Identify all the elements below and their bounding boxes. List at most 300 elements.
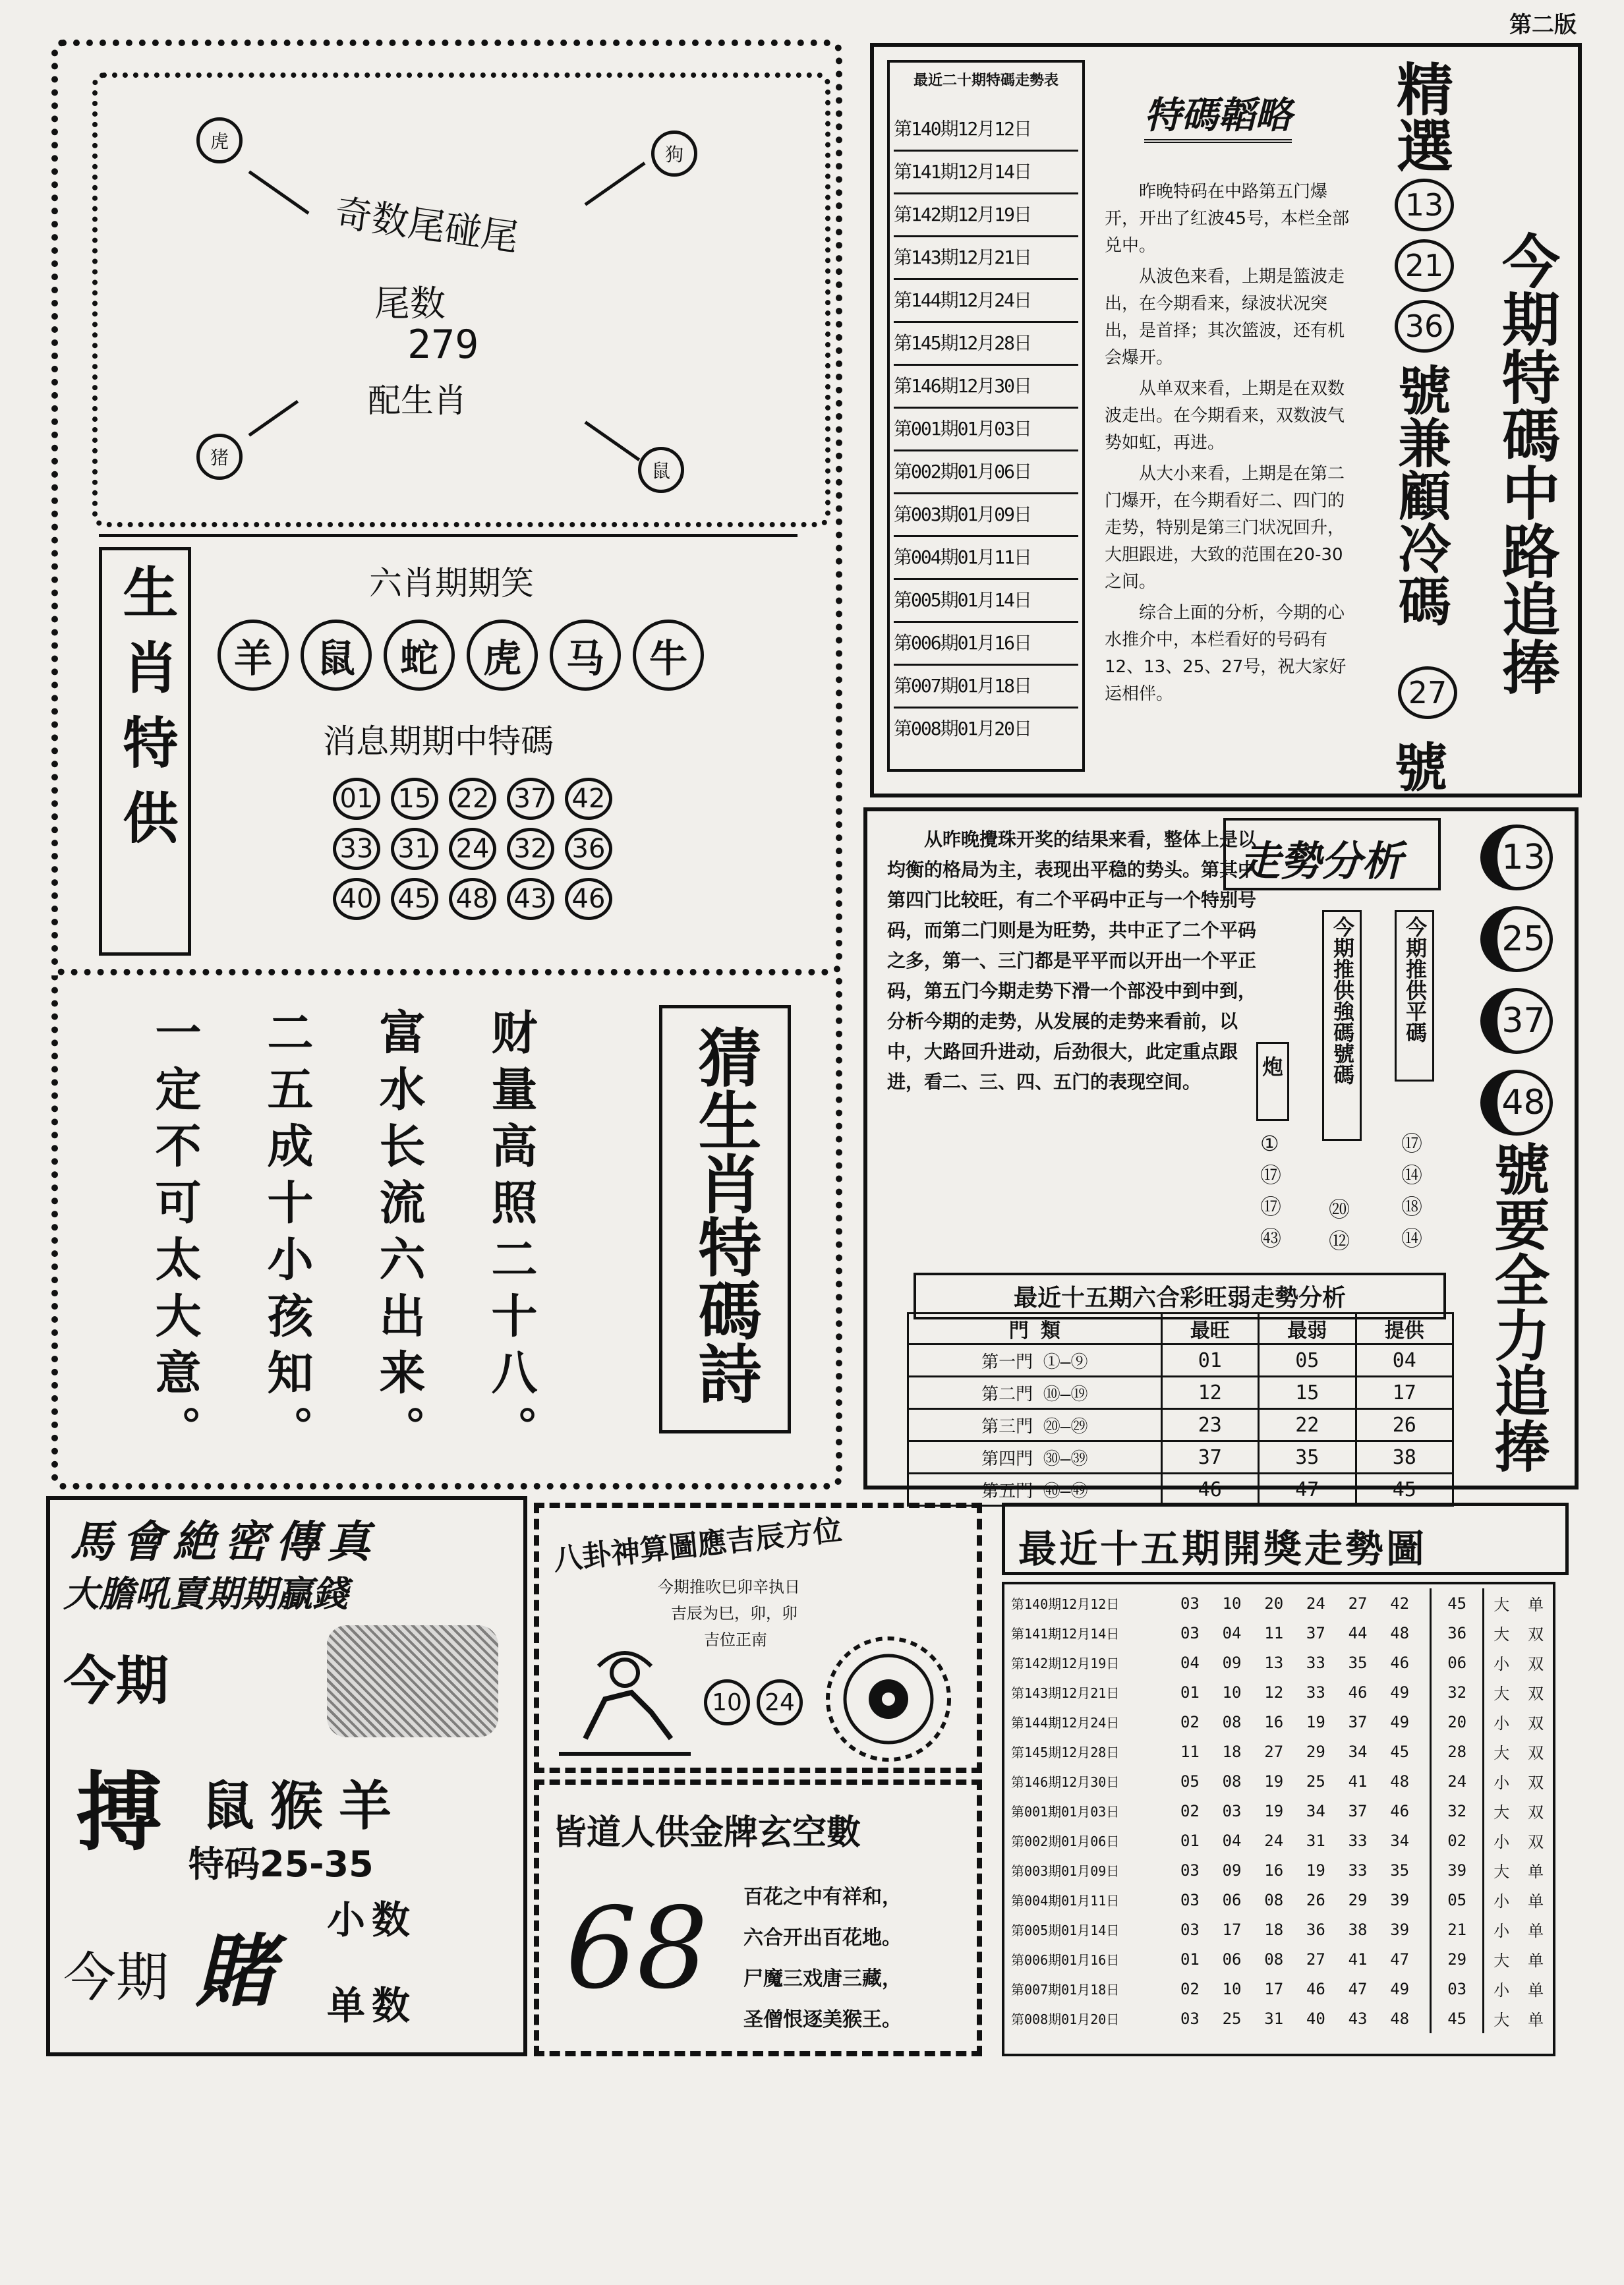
doors-cell: 45 — [1356, 1474, 1453, 1506]
history-number: 46 — [1306, 1979, 1325, 1998]
history-number: 34 — [1390, 1831, 1410, 1850]
history-attr: 单 — [1528, 1952, 1544, 1970]
history-number: 19 — [1306, 1712, 1325, 1731]
poem-char: 定 — [148, 1065, 202, 1122]
history-row — [1008, 1707, 1553, 1737]
doors-table — [907, 1312, 1454, 1507]
poem-char: 可 — [148, 1178, 202, 1235]
history-number: 04 — [1222, 1623, 1242, 1642]
history-attr: 单 — [1528, 1596, 1544, 1614]
edition-label: 第二版 — [1509, 12, 1577, 38]
poem-char: 知 — [260, 1348, 314, 1405]
history-date: 第005期01月14日 — [1011, 1923, 1120, 1938]
trend20-row: 第140期12月12日 — [894, 109, 1078, 152]
history-number: 03 — [1180, 1920, 1200, 1939]
history-attr: 双 — [1528, 1714, 1544, 1733]
history-row — [1008, 1766, 1553, 1796]
history-attr: 小 — [1494, 1774, 1510, 1792]
history-number: 44 — [1348, 1623, 1368, 1642]
doors-cell: 35 — [1259, 1441, 1356, 1474]
doors-cell: 第三門 ⑳—㉙ — [908, 1409, 1162, 1441]
history-attr: 单 — [1528, 2011, 1544, 2029]
number-ball: 37 — [1480, 988, 1553, 1054]
history-attr: 小 — [1494, 1981, 1510, 2000]
doors-cell: 第一門 ①—⑨ — [908, 1345, 1162, 1377]
trend20-row: 第005期01月14日 — [894, 580, 1078, 623]
history-special: 28 — [1430, 1737, 1484, 1766]
history-number: 03 — [1180, 1890, 1200, 1909]
history-attr: 单 — [1528, 1981, 1544, 2000]
history-attr: 大 — [1494, 1803, 1510, 1822]
analysis-col2-numbers — [1401, 1128, 1422, 1254]
fax-zodiacs: 鼠猴羊 — [202, 1776, 407, 1837]
history-number: 26 — [1306, 1890, 1325, 1909]
history-number: 42 — [1390, 1594, 1410, 1613]
number-ball: 42 — [565, 778, 612, 820]
poem-char: 高 — [484, 1122, 538, 1178]
fax-gamble: 賭 — [195, 1925, 274, 2018]
analysis-pao-label: 炮 — [1262, 1055, 1284, 1080]
col2-number: ⑭ — [1401, 1163, 1423, 1188]
history-row — [1008, 2004, 1553, 2033]
history-special: 02 — [1430, 1826, 1484, 1855]
diag-line-1 — [248, 170, 310, 214]
trend20-row: 第003期01月09日 — [894, 494, 1078, 537]
strategy-paragraph: 从单双来看，上期是在双数波走出。在今期看来，双数波气势如虹，再进。 — [1105, 379, 1345, 453]
history-number: 24 — [1264, 1831, 1284, 1850]
number-ball: 45 — [391, 878, 438, 920]
history-attr: 小 — [1494, 1892, 1510, 1911]
history-special: 36 — [1430, 1618, 1484, 1648]
analysis-pao-box — [1256, 1042, 1289, 1121]
xuankong-poem-line: 尸魔三戏唐三藏， — [743, 1967, 902, 1990]
history-number: 01 — [1180, 1831, 1200, 1850]
history-number: 16 — [1264, 1861, 1284, 1880]
trend20-row: 第007期01月18日 — [894, 666, 1078, 709]
trend20-list — [894, 109, 1078, 749]
history-number: 40 — [1306, 2009, 1325, 2028]
history-special: 06 — [1430, 1648, 1484, 1677]
poem-char: 大 — [148, 1292, 202, 1348]
history-number: 25 — [1306, 1772, 1325, 1791]
history-number: 16 — [1264, 1712, 1284, 1731]
history-attr: 大 — [1494, 1596, 1510, 1614]
poem-char: 出 — [372, 1292, 426, 1348]
history-number: 31 — [1264, 2009, 1284, 2028]
zodiac-snake: 蛇 — [384, 620, 455, 691]
tail-box — [92, 72, 830, 527]
trend20-row: 第001期01月03日 — [894, 409, 1078, 451]
doors-cell: 第二門 ⑩—⑲ — [908, 1377, 1162, 1409]
history-special: 32 — [1430, 1677, 1484, 1707]
doors-cell: 22 — [1259, 1409, 1356, 1441]
analysis-panel — [863, 807, 1579, 1501]
doors-cell: 26 — [1356, 1409, 1453, 1441]
diag-line-3 — [248, 400, 299, 437]
zodiac-ox: 牛 — [633, 620, 704, 691]
doors-cell: 01 — [1161, 1345, 1258, 1377]
number-ball: 13 — [1395, 179, 1454, 231]
history-attr: 双 — [1528, 1774, 1544, 1792]
poem-char: 量 — [484, 1065, 538, 1122]
strategy-paragraph: 昨晚特码在中路第五门爆开，开出了红波45号，本栏全部兑中。 — [1105, 182, 1350, 256]
diag-line-4 — [585, 420, 641, 461]
strategy-paragraph: 综合上面的分析，今期的心水推介中，本栏看好的号码有12、13、25、27号，祝大家好运相伴。 — [1105, 603, 1347, 704]
history-number: 20 — [1264, 1594, 1284, 1613]
history-attr: 小 — [1494, 1922, 1510, 1940]
jingxuan-bottom: 號 — [1395, 738, 1447, 799]
history-attr: 单 — [1528, 1922, 1544, 1940]
doors-cell: 23 — [1161, 1409, 1258, 1441]
history-date: 第007期01月18日 — [1011, 1982, 1120, 1998]
history-row — [1008, 1855, 1553, 1885]
trend20-box — [887, 60, 1085, 772]
history-panel — [1002, 1582, 1555, 2056]
trend20-row: 第006期01月16日 — [894, 623, 1078, 666]
xuankong-handwritten: 68 — [566, 1884, 709, 2014]
trend20-row: 第142期12月19日 — [894, 194, 1078, 237]
col1-number: ⑳ — [1329, 1197, 1350, 1222]
doors-title: 最近十五期六合彩旺弱走勢分析 — [914, 1273, 1446, 1319]
history-special: 45 — [1430, 2004, 1484, 2033]
poem-char: 六 — [372, 1235, 426, 1292]
history-date: 第002期01月06日 — [1011, 1834, 1120, 1849]
doors-cell: 05 — [1259, 1345, 1356, 1377]
strategy-body — [1105, 179, 1355, 708]
history-attr: 小 — [1494, 1714, 1510, 1733]
archer-icon — [559, 1640, 691, 1752]
history-special: 39 — [1430, 1855, 1484, 1885]
history-number: 38 — [1348, 1920, 1368, 1939]
history-number: 43 — [1348, 2009, 1368, 2028]
history-number: 46 — [1390, 1801, 1410, 1820]
history-number: 25 — [1222, 2009, 1242, 2028]
history-special: 24 — [1430, 1766, 1484, 1796]
strategy-paragraph: 从大小来看，上期是在第二门爆开，在今期看好二、四门的走势，特别是第三门状况回升，大胆跟进，大致的范围在20-30之间。 — [1105, 464, 1345, 592]
history-number: 09 — [1222, 1861, 1242, 1880]
history-number: 34 — [1348, 1742, 1368, 1761]
history-date: 第141期12月14日 — [1011, 1626, 1120, 1642]
fax-bet-word: 搏 — [76, 1762, 163, 1863]
history-number: 39 — [1390, 1920, 1410, 1939]
analysis-col2-box — [1395, 910, 1434, 1082]
history-attr: 小 — [1494, 1655, 1510, 1673]
history-date: 第143期12月21日 — [1011, 1685, 1120, 1701]
number-ball: 13 — [1480, 824, 1553, 890]
number-ball: 48 — [449, 878, 496, 920]
bagua-wheel — [823, 1633, 954, 1765]
bagua-archer-figure — [559, 1640, 691, 1756]
fax-image — [327, 1625, 498, 1737]
doors-row — [908, 1377, 1453, 1409]
jingxuan-middle: 號兼顧冷碼 — [1389, 363, 1451, 627]
poem-char: 十 — [260, 1178, 314, 1235]
poem-column-1 — [148, 1008, 202, 1462]
history-number: 36 — [1306, 1920, 1325, 1939]
number-ball: 33 — [333, 828, 380, 870]
history-number: 03 — [1180, 1861, 1200, 1880]
xuankong-poem — [743, 1877, 902, 2040]
history-attr: 小 — [1494, 1833, 1510, 1851]
history-attr: 大 — [1494, 1744, 1510, 1762]
history-number: 35 — [1390, 1861, 1410, 1880]
corner-pig: 猪 — [196, 434, 243, 480]
doors-row — [908, 1474, 1453, 1506]
col2-number: ⑱ — [1401, 1194, 1423, 1219]
trend20-row: 第004期01月11日 — [894, 537, 1078, 580]
poem-char: 意 — [148, 1348, 202, 1405]
history-special: 21 — [1430, 1915, 1484, 1944]
history-date: 第140期12月12日 — [1011, 1596, 1120, 1612]
number-ball: 24 — [757, 1679, 803, 1725]
bagua-wheel-icon — [823, 1633, 954, 1765]
number-ball: 01 — [333, 778, 380, 820]
history-number: 01 — [1180, 1683, 1200, 1702]
analysis-title-box — [1223, 818, 1441, 890]
number-ball: 21 — [1395, 239, 1454, 292]
history-number: 06 — [1222, 1890, 1242, 1909]
fax-size: 小数 — [327, 1897, 417, 1942]
history-number: 08 — [1222, 1712, 1242, 1731]
doors-row — [908, 1345, 1453, 1377]
doors-header: 提供 — [1356, 1314, 1453, 1345]
number-ball: 37 — [507, 778, 554, 820]
poem-char: 。 — [484, 1405, 538, 1462]
poem-column-3 — [372, 1008, 426, 1462]
analysis-col1-numbers — [1329, 1194, 1350, 1257]
doors-cell: 第五門 ㊵—㊾ — [908, 1474, 1162, 1506]
bagua-numbers — [704, 1679, 803, 1725]
history-attr: 双 — [1528, 1744, 1544, 1762]
number-ball: 25 — [1480, 906, 1553, 972]
trend20-row: 第144期12月24日 — [894, 280, 1078, 323]
bagua-line2: 吉辰为巳，卯，卯 — [671, 1604, 798, 1623]
fax-label1: 今期 — [63, 1650, 169, 1712]
history-number: 10 — [1222, 1594, 1242, 1613]
history-date: 第006期01月16日 — [1011, 1952, 1120, 1968]
trend20-row: 第141期12月14日 — [894, 152, 1078, 194]
history-number: 49 — [1390, 1712, 1410, 1731]
bagua-line3: 吉位正南 — [704, 1631, 767, 1649]
poem-char: 不 — [148, 1122, 202, 1178]
zodiac-side-box — [99, 547, 191, 956]
zodiac-rat: 鼠 — [301, 620, 372, 691]
poem-char: 。 — [260, 1405, 314, 1462]
poem-char: 。 — [148, 1405, 202, 1462]
corner-dog: 狗 — [651, 130, 697, 177]
history-number: 37 — [1348, 1712, 1368, 1731]
history-table — [1008, 1588, 1553, 2033]
history-number: 47 — [1390, 1950, 1410, 1969]
poem-char: 小 — [260, 1235, 314, 1292]
history-row — [1008, 1885, 1553, 1915]
col2-number: ⑰ — [1401, 1131, 1423, 1156]
history-number: 18 — [1264, 1920, 1284, 1939]
history-attr: 大 — [1494, 2011, 1510, 2029]
history-number: 47 — [1348, 1979, 1368, 1998]
fax-subtitle: 大膽吼賣期期贏錢 — [63, 1573, 348, 1615]
history-number: 41 — [1348, 1950, 1368, 1969]
poem-char: 流 — [372, 1178, 426, 1235]
history-number: 02 — [1180, 1979, 1200, 1998]
history-row — [1008, 1737, 1553, 1766]
zodiac-numbers — [333, 778, 623, 920]
doors-header: 最旺 — [1161, 1314, 1258, 1345]
poem-columns — [148, 1008, 538, 1462]
col2-number: ⑭ — [1401, 1226, 1423, 1251]
history-number: 02 — [1180, 1801, 1200, 1820]
zodiac-horse: 马 — [550, 620, 621, 691]
history-number: 27 — [1264, 1742, 1284, 1761]
doors-header-row — [908, 1314, 1453, 1345]
doors-row — [908, 1409, 1453, 1441]
xuankong-poem-line: 六合开出百花地。 — [743, 1926, 902, 1950]
poem-char: 二 — [484, 1235, 538, 1292]
zodiac-tiger: 虎 — [467, 620, 538, 691]
xuankong-poem-line: 圣僧恨逐美猴王。 — [743, 2008, 902, 2031]
history-date: 第001期01月03日 — [1011, 1804, 1120, 1820]
history-number: 24 — [1306, 1594, 1325, 1613]
trend20-row: 第002期01月06日 — [894, 451, 1078, 494]
doors-cell: 15 — [1259, 1377, 1356, 1409]
history-row — [1008, 1915, 1553, 1944]
zodiac-title: 六肖期期笑 — [369, 564, 534, 602]
number-ball: 48 — [1480, 1070, 1553, 1136]
analysis-title: 走勢分析 — [1239, 837, 1403, 885]
history-number: 19 — [1306, 1861, 1325, 1880]
fax-special: 特码25-35 — [188, 1843, 374, 1885]
history-date: 第142期12月19日 — [1011, 1656, 1120, 1671]
history-row — [1008, 1677, 1553, 1707]
history-number: 03 — [1180, 1594, 1200, 1613]
doors-cell: 第四門 ㉚—㊴ — [908, 1441, 1162, 1474]
history-number: 48 — [1390, 2009, 1410, 2028]
history-number: 11 — [1180, 1742, 1200, 1761]
history-number: 46 — [1348, 1683, 1368, 1702]
history-number: 10 — [1222, 1683, 1242, 1702]
history-number: 08 — [1264, 1950, 1284, 1969]
analysis-col2-title: 今期推供平碼 — [1403, 916, 1428, 1043]
history-attr: 双 — [1528, 1625, 1544, 1644]
history-number: 18 — [1222, 1742, 1242, 1761]
doors-cell: 46 — [1161, 1474, 1258, 1506]
zodiac-row — [218, 620, 704, 691]
history-special: 45 — [1430, 1588, 1484, 1618]
jingxuan-numbers — [1395, 179, 1454, 353]
doors-cell: 04 — [1356, 1345, 1453, 1377]
history-number: 33 — [1306, 1653, 1325, 1672]
strategy-paragraph: 从波色来看，上期是篮波走出，在今期看来，绿波状况突出，是首择；其次篮波，还有机会爆开。 — [1105, 267, 1345, 368]
history-number: 02 — [1180, 1712, 1200, 1731]
fax-title: 馬會絶密傳真 — [70, 1517, 378, 1567]
history-row — [1008, 1588, 1553, 1618]
history-number: 11 — [1264, 1623, 1284, 1642]
history-number: 33 — [1348, 1831, 1368, 1850]
history-row — [1008, 1648, 1553, 1677]
poem-char: 太 — [148, 1235, 202, 1292]
bagua-line1: 今期推吹巳卯辛执日 — [658, 1578, 800, 1596]
quanli-numbers — [1480, 824, 1553, 1136]
history-number: 13 — [1264, 1653, 1284, 1672]
xuankong-poem-line: 百花之中有祥和， — [743, 1886, 902, 1909]
history-number: 48 — [1390, 1623, 1410, 1642]
history-row — [1008, 1974, 1553, 2004]
history-number: 48 — [1390, 1772, 1410, 1791]
history-number: 27 — [1348, 1594, 1368, 1613]
history-number: 05 — [1180, 1772, 1200, 1791]
jingxuan-extra: 27 — [1398, 666, 1457, 719]
history-attr: 大 — [1494, 1863, 1510, 1881]
strategy-title: 特碼韜略 — [1144, 86, 1292, 143]
history-row — [1008, 1826, 1553, 1855]
history-number: 19 — [1264, 1772, 1284, 1791]
history-number: 03 — [1222, 1801, 1242, 1820]
history-number: 08 — [1264, 1890, 1284, 1909]
history-number: 45 — [1390, 1742, 1410, 1761]
history-number: 10 — [1222, 1979, 1242, 1998]
number-ball: 15 — [391, 778, 438, 820]
corner-tiger: 虎 — [196, 117, 243, 163]
jingxuan-top: 精選 — [1387, 60, 1453, 173]
poem-char: 水 — [372, 1065, 426, 1122]
history-title: 最近十五期開獎走勢圖 — [1018, 1526, 1428, 1571]
poem-char: 富 — [372, 1008, 426, 1065]
history-number: 49 — [1390, 1683, 1410, 1702]
history-number: 34 — [1306, 1801, 1325, 1820]
history-special: 32 — [1430, 1796, 1484, 1826]
history-number: 03 — [1180, 2009, 1200, 2028]
poem-char: 二 — [260, 1008, 314, 1065]
history-number: 17 — [1264, 1979, 1284, 1998]
history-number: 12 — [1264, 1683, 1284, 1702]
pao-number: ① — [1260, 1131, 1279, 1156]
poem-column-2 — [260, 1008, 314, 1462]
doors-cell: 38 — [1356, 1441, 1453, 1474]
history-row — [1008, 1796, 1553, 1826]
history-attr: 大 — [1494, 1685, 1510, 1703]
poem-char: 孩 — [260, 1292, 314, 1348]
poem-char: 一 — [148, 1008, 202, 1065]
doors-cell: 37 — [1161, 1441, 1258, 1474]
history-number: 08 — [1222, 1772, 1242, 1791]
number-ball: 36 — [1395, 300, 1454, 353]
doors-header: 最弱 — [1259, 1314, 1356, 1345]
history-date: 第003期01月09日 — [1011, 1863, 1120, 1879]
bagua-title: 八卦神算圖應吉辰方位 — [552, 1513, 844, 1577]
history-attr: 双 — [1528, 1685, 1544, 1703]
trend20-row: 第146期12月30日 — [894, 366, 1078, 409]
history-attr: 双 — [1528, 1803, 1544, 1822]
history-number: 09 — [1222, 1653, 1242, 1672]
history-number: 29 — [1348, 1890, 1368, 1909]
history-number: 06 — [1222, 1950, 1242, 1969]
trend20-header: 最近二十期特碼走勢表 — [913, 72, 1058, 89]
history-special: 03 — [1430, 1974, 1484, 2004]
poem-char: 照 — [484, 1178, 538, 1235]
trend20-row: 第008期01月20日 — [894, 718, 1031, 739]
corner-rat: 鼠 — [638, 447, 684, 493]
history-date: 第008期01月20日 — [1011, 2011, 1120, 2027]
history-number: 29 — [1306, 1742, 1325, 1761]
top-right-panel — [870, 43, 1582, 797]
history-special: 29 — [1430, 1944, 1484, 1974]
tail-footer: 配生肖 — [368, 382, 467, 420]
pao-number: ⑰ — [1260, 1163, 1282, 1188]
poem-title: 猜生肖特碼詩 — [688, 1025, 762, 1404]
number-ball: 24 — [449, 828, 496, 870]
doors-cell: 12 — [1161, 1377, 1258, 1409]
number-ball: 32 — [507, 828, 554, 870]
